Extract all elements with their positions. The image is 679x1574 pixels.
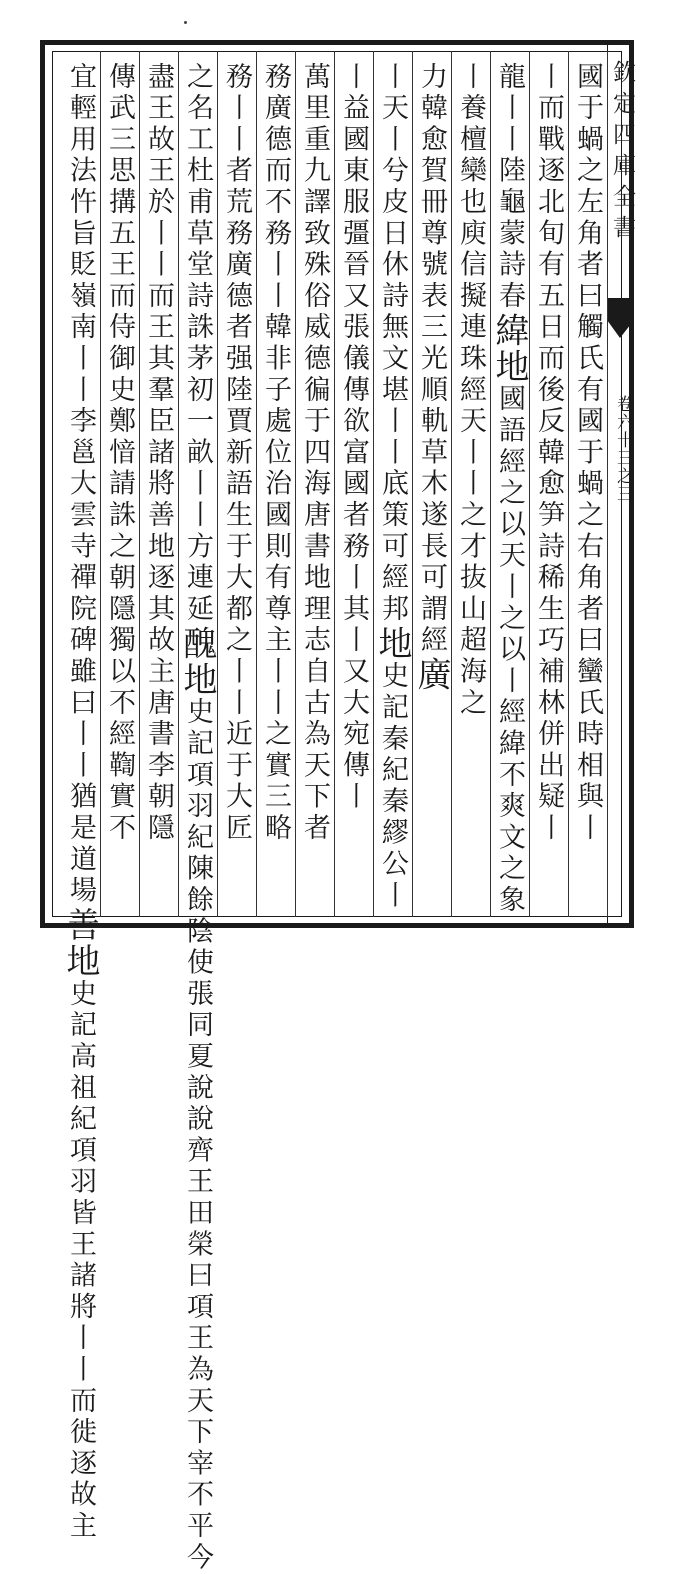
ink-speck [184,21,187,24]
fishtail-mark-icon [607,298,634,340]
column-text: 務丨丨者荒務廣德者强陸賈新語生于大都之丨丨近于大匠 [221,62,252,845]
text-column [215,62,258,912]
text-column [293,62,336,912]
text-column [371,62,414,912]
text-column [176,62,219,1574]
column-text: 丨養檀欒 [455,62,486,188]
column-text: 力韓愈賀冊尊號表三光順軌草木遂長可謂經 [416,62,447,657]
column-text: 丨益國東服彊晉又張儀傳欲富國者務丨其丨又大宛傳丨 [338,62,369,814]
text-column [449,62,492,912]
headword: 緯地 [489,312,529,385]
column-text: 史記秦紀秦繆公丨 [377,661,408,912]
column-text: 萬里重九譯致殊俗威德徧于四海唐書地理志自古為天下者 [299,62,330,845]
text-column [410,62,453,912]
column-text: 之名工杜甫草堂詩誅茅初一畝丨丨方連延 [182,62,213,626]
juan-label: 卷六十三之三 [613,395,633,503]
text-column [488,62,531,917]
text-column [59,62,102,1543]
text-column [137,62,180,912]
text-column [566,62,609,912]
headword: 地 [372,625,412,662]
text-column [527,62,570,912]
column-text: 宜輕用法忤旨貶嶺南丨丨李邕大雲寺禪院碑雖曰丨丨猶是道場 [65,62,96,908]
text-column [332,62,375,912]
headword: 醜地 [177,625,217,698]
text-column [98,62,141,912]
collection-title: 欽定四庫全書 [609,60,635,246]
column-text: 史記項羽紀陳餘陰使張同夏說說齊王田榮曰項王為天下宰不平今 [182,697,213,1574]
column-text: 國于蝸之左角者曰觸氏有國于蝸之右角者曰蠻氏時相與丨 [572,62,603,845]
column-text: 史記高祖紀項羽皆王諸將丨丨而徙逐故主 [65,979,96,1543]
column-text: 國語經之以天丨之以丨經緯不爽文之象 [494,384,525,917]
column-text: 傳武三思搆五王而侍御史鄭愔請誅之朝隱獨以不經鞫實不 [104,62,135,845]
column-text: 盡王故王於丨丨而王其羣臣諸將善地逐其故主唐書李朝隱 [143,62,174,845]
text-column [254,62,297,912]
headword: 善地 [60,907,100,980]
column-text: 務廣德而不務丨丨韓非子處位治國則有尊主丨丨之實三略 [260,62,291,845]
column-text: 龍丨丨陸龜蒙詩春 [494,62,525,313]
column-text: 丨天丨兮皮日休詩無文堪丨丨底策可經邦 [377,62,408,626]
headword: 廣 [411,656,451,693]
column-text: 也庾信擬連珠經天丨丨之才抜山超海之 [455,187,486,720]
column-text: 丨而戰逐北旬有五日而後反韓愈笋詩稀生巧補林併出疑丨 [533,62,564,845]
